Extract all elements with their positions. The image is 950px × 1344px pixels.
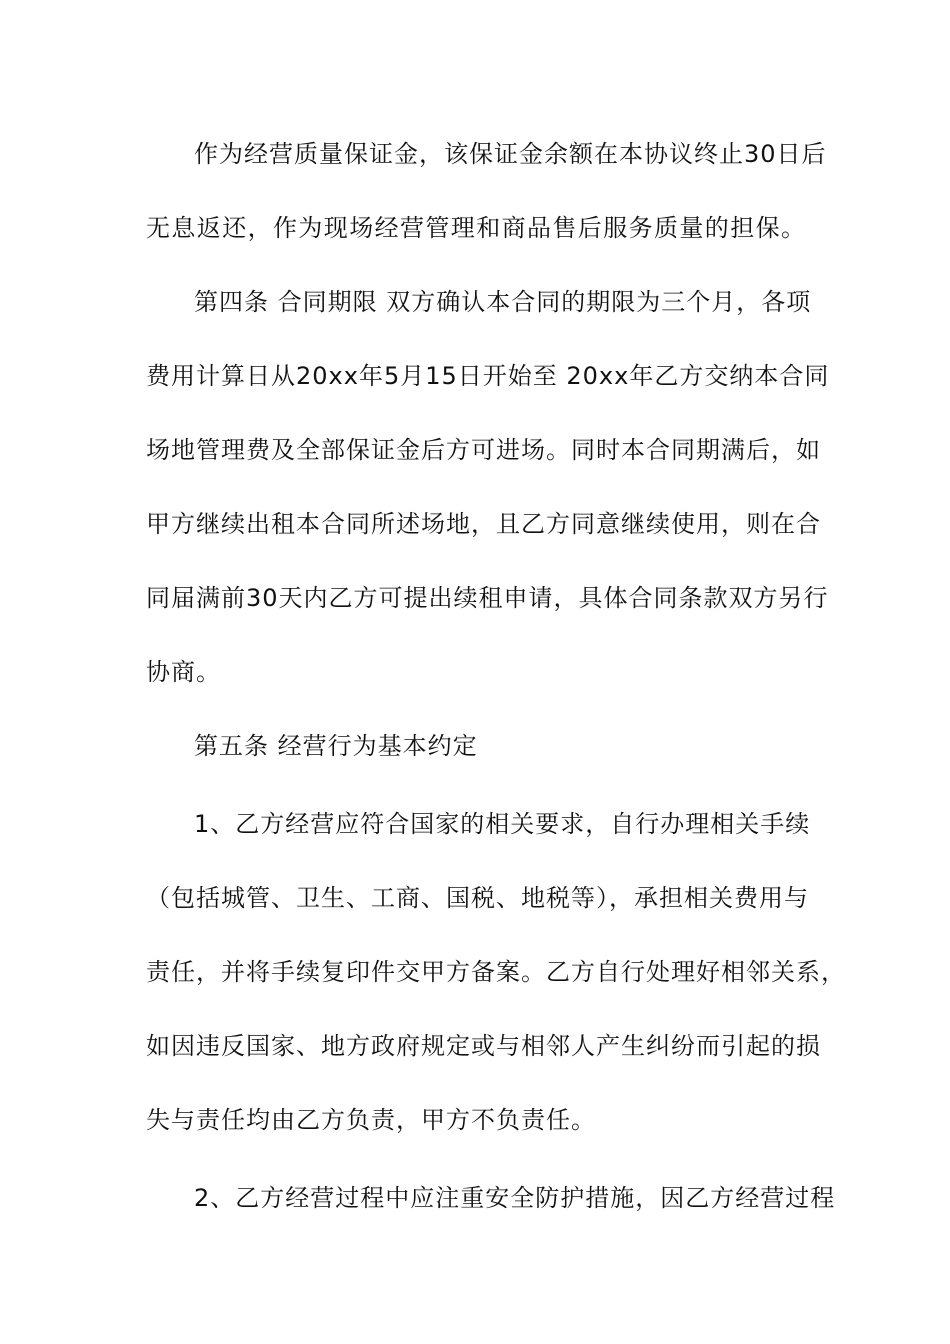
text-line: 费用计算日从20xx年5月15日开始至 20xx年乙方交纳本合同 bbox=[146, 362, 830, 390]
text-line: 如因违反国家、地方政府规定或与相邻人产生纠纷而引起的损 bbox=[146, 1032, 821, 1060]
text-line: 场地管理费及全部保证金后方可进场。同时本合同期满后，如 bbox=[146, 436, 821, 464]
text-line: 1、乙方经营应符合国家的相关要求，自行办理相关手续 bbox=[194, 810, 811, 838]
text-line: 责任，并将手续复印件交甲方备案。乙方自行处理好相邻关系， bbox=[146, 958, 846, 986]
text-line: 无息返还，作为现场经营管理和商品售后服务质量的担保。 bbox=[146, 214, 806, 242]
text-line: 失与责任均由乙方负责，甲方不负责任。 bbox=[146, 1106, 596, 1134]
text-line: 2、乙方经营过程中应注重安全防护措施，因乙方经营过程 bbox=[194, 1184, 836, 1212]
text-line: 甲方继续出租本合同所述场地，且乙方同意继续使用，则在合 bbox=[146, 510, 821, 538]
section-heading: 第五条 经营行为基本约定 bbox=[194, 732, 478, 760]
text-line: （包括城管、卫生、工商、国税、地税等），承担相关费用与 bbox=[146, 884, 809, 912]
text-line: 作为经营质量保证金，该保证金余额在本协议终止30日后 bbox=[194, 140, 827, 168]
text-line: 第四条 合同期限 双方确认本合同的期限为三个月，各项 bbox=[194, 288, 812, 316]
text-line: 协商。 bbox=[146, 658, 221, 686]
text-line: 同届满前30天内乙方可提出续租申请，具体合同条款双方另行 bbox=[146, 584, 829, 612]
